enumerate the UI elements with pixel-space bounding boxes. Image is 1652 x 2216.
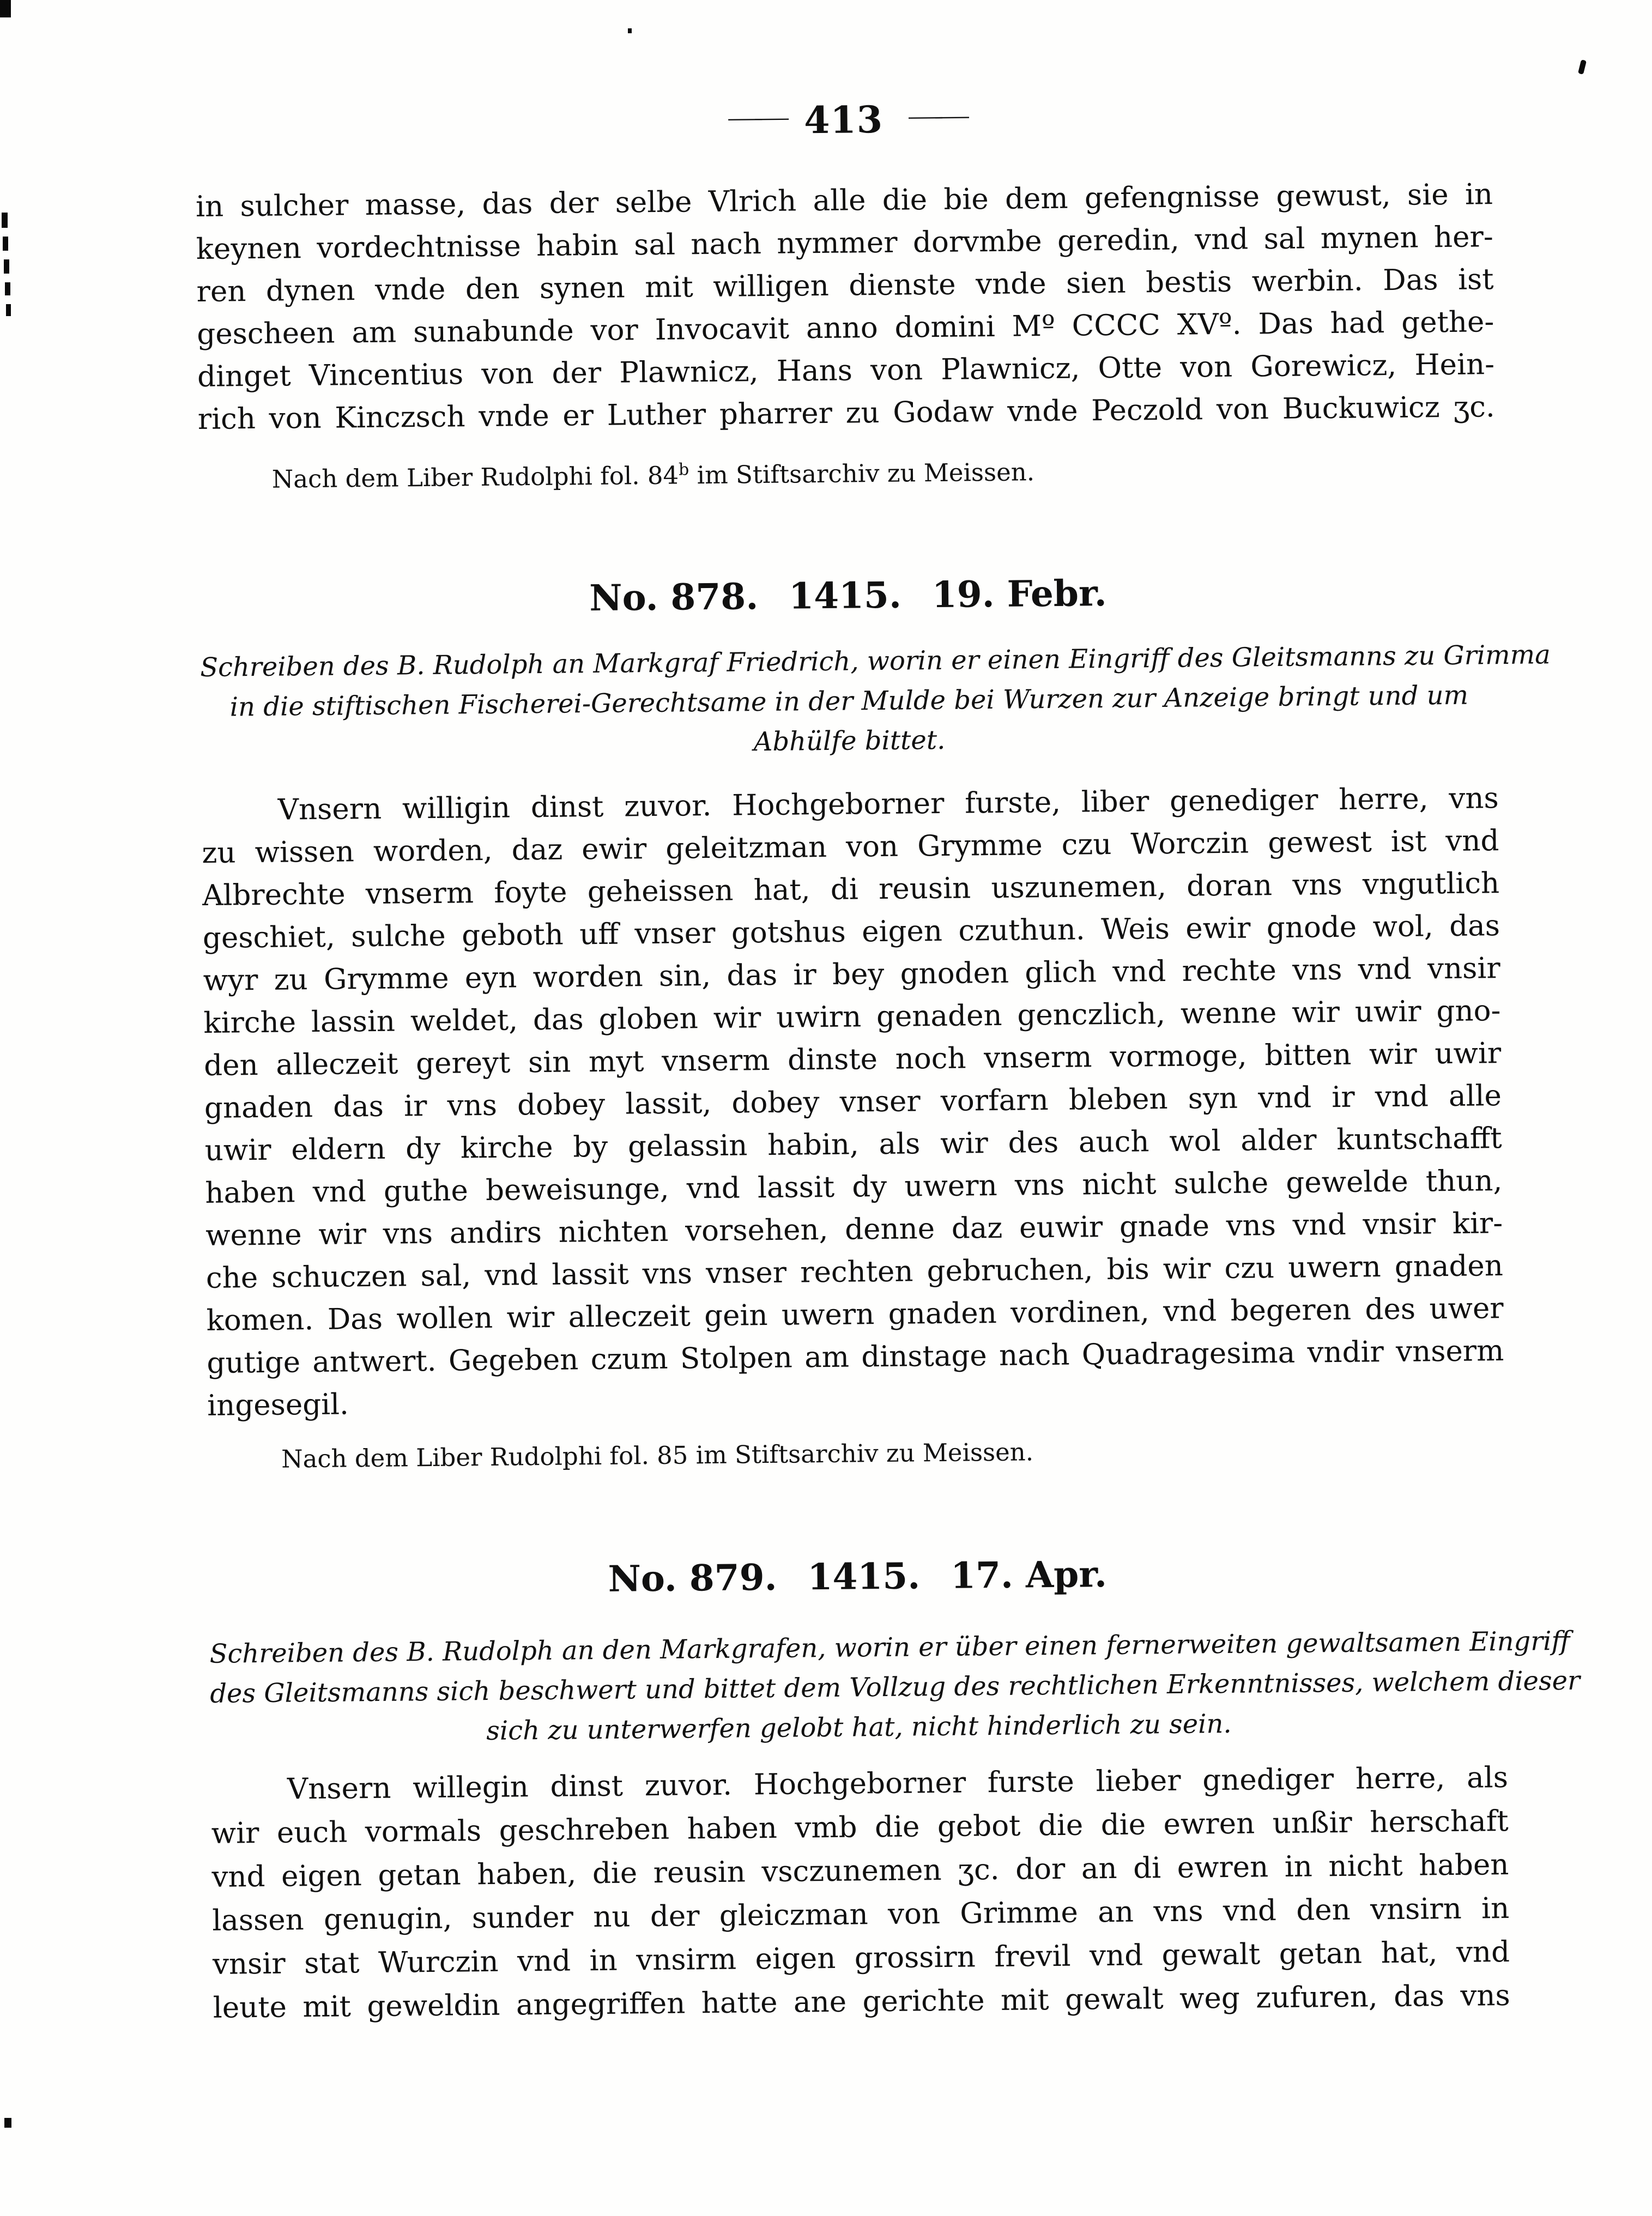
charter-879-body (211, 1756, 1510, 2030)
text-line: keynen vordechtnisse habin sal nach nymmer dorvmbe geredin, vnd sal mynen her- (196, 220, 1494, 267)
text-line: lassen genugin, sunder nu der gleiczman von Grimme an vns vnd den vnsirn in (212, 1892, 1510, 1938)
text-line: gescheen am sunabunde vor Invocavit anno domini Mº CCCC XVº. Das had gethe- (197, 305, 1494, 352)
text-line: che schuczen sal, vnd lassit vns vnser rechten gebruchen, bis wir czu uwern gnaden (205, 1249, 1504, 1295)
text-line: dinget Vincentius von der Plawnicz, Hans von Plawnicz, Otte von Gorewicz, Hein- (197, 348, 1495, 394)
text-line: leute mit geweldin angegriffen hatte ane gerichte mit gewalt weg zufuren, das vns (213, 1979, 1511, 2025)
source-text: im Stiftsarchiv zu Meissen. (689, 457, 1035, 490)
text-line: rich von Kinczsch vnde er Luther pharrer zu Godaw vnde Peczold von Buckuwicz ʒc. (197, 390, 1496, 437)
folio-superscript: b (678, 460, 689, 480)
summary-line: Schreiben des B. Rudolph an den Markgrafen, worin er über einen fernerweiten gewaltsamen Eingriff (209, 1625, 1570, 1669)
summary-line: des Gleitsmanns sich beschwert und bittet dem Vollzug des rechtlichen Erkenntnisses, welchem dieser (210, 1665, 1581, 1709)
text-line: zu wissen worden, daz ewir geleitzman von Grymme czu Worczin gewest ist vnd (202, 824, 1499, 870)
text-line: ingesegil. (207, 1388, 349, 1422)
text-line: ren dynen vnde den synen mit willigen dienste vnde sien bestis werbin. Das ist (196, 263, 1494, 309)
summary-line: Schreiben des B. Rudolph an Markgraf Friedrich, worin er einen Eingriff des Gleitsmanns zu Grimma (199, 639, 1551, 683)
text-line: wenne wir vns andirs nichten vorsehen, denne daz euwir gnade vns vnd vnsir kir- (205, 1207, 1503, 1252)
charter-879-heading: No. 879. 1415. 17. Apr. (608, 1553, 1108, 1600)
summary-line: in die stiftischen Fischerei-Gerechtsame in der Mulde bei Wurzen zur Anzeige bringt und um (229, 680, 1469, 723)
charter-878-body (201, 777, 1504, 1427)
page-number-dash-right: —— (906, 104, 961, 129)
scan-artifact (628, 28, 632, 33)
text-line: in sulcher masse, das der selbe Vlrich alle die bie dem gefengnisse gewust, sie in (195, 178, 1493, 224)
text-line: Vnsern willegin dinst zuvor. Hochgeborner furste lieber gnediger herre, als (287, 1761, 1509, 1806)
scan-artifact (3, 237, 8, 251)
charter-878-heading: No. 878. 1415. 19. Febr. (589, 572, 1108, 620)
text-line: uwir eldern dy kirche by gelassin habin, als wir des auch wol alder kuntschafft (204, 1122, 1502, 1167)
text-line: wir euch vormals geschreben haben vmb die gebot die die ewren unßir herschaft (211, 1805, 1509, 1850)
paragraph-877-continuation (196, 173, 1495, 441)
source-text: Nach dem Liber Rudolphi fol. 85 im Stiftsarchiv zu Meissen. (281, 1437, 1034, 1474)
page-number: 413 (803, 98, 884, 143)
page-header (195, 94, 1492, 147)
scan-artifact (6, 304, 11, 316)
scan-artifact (2, 213, 8, 228)
charter-878-summary (199, 635, 1551, 767)
text-line: vnd eigen getan haben, die reusin vsczunemen ʒc. dor an di ewren in nicht haben (211, 1848, 1509, 1894)
scan-artifact (4, 259, 9, 274)
text-line: kirche lassin weldet, das globen wir uwirn genaden genczlich, wenne wir uwir gno- (203, 994, 1501, 1040)
charter-879-summary (209, 1622, 1581, 1754)
scan-artifact (4, 2118, 11, 2128)
scan-artifact (0, 0, 11, 17)
text-line: wyr zu Grymme eyn worden sin, das ir bey gnoden glich vnd rechte vns vnd vnsir (203, 952, 1500, 997)
source-note-878 (281, 1433, 1505, 1474)
summary-line: sich zu unterwerfen gelobt hat, nicht hinderlich zu sein. (486, 1708, 1232, 1747)
text-line: vnsir stat Wurczin vnd in vnsirm eigen grossirn frevil vnd gewalt getan hat, vnd (212, 1935, 1510, 1981)
text-line: Vnsern willigin dinst zuvor. Hochgeborner furste, liber genediger herre, vns (277, 782, 1499, 827)
text-line: komen. Das wollen wir alleczeit gein uwern gnaden vordinen, vnd begeren des uwer (206, 1292, 1504, 1337)
text-line: den alleczeit gereyt sin myt vnserm dinste noch vnserm vormoge, bitten wir uwir (203, 1037, 1502, 1082)
page-number-dash-left: —— (726, 106, 780, 131)
summary-line: Abhülfe bittet. (753, 724, 946, 758)
text-line: geschiet, sulche geboth uff vnser gotshus eigen czuthun. Weis ewir gnode wol, das (202, 909, 1500, 955)
text-line: gnaden das ir vns dobey lassit, dobey vnser vorfarn bleben syn vnd ir vnd alle (204, 1079, 1502, 1125)
source-text: Nach dem Liber Rudolphi fol. 84 (271, 461, 679, 494)
scan-artifact (5, 282, 10, 295)
text-line: haben vnd guthe beweisunge, vnd lassit dy uwern vns nicht sulche gewelde thun, (205, 1164, 1503, 1210)
text-line: gutige antwert. Gegeben czum Stolpen am dinstage nach Quadragesima vndir vnserm (207, 1334, 1504, 1380)
text-line: Albrechte vnserm foyte geheissen hat, di reusin uszunemen, doran vns vngutlich (202, 867, 1500, 912)
source-note-877 (272, 453, 1496, 494)
